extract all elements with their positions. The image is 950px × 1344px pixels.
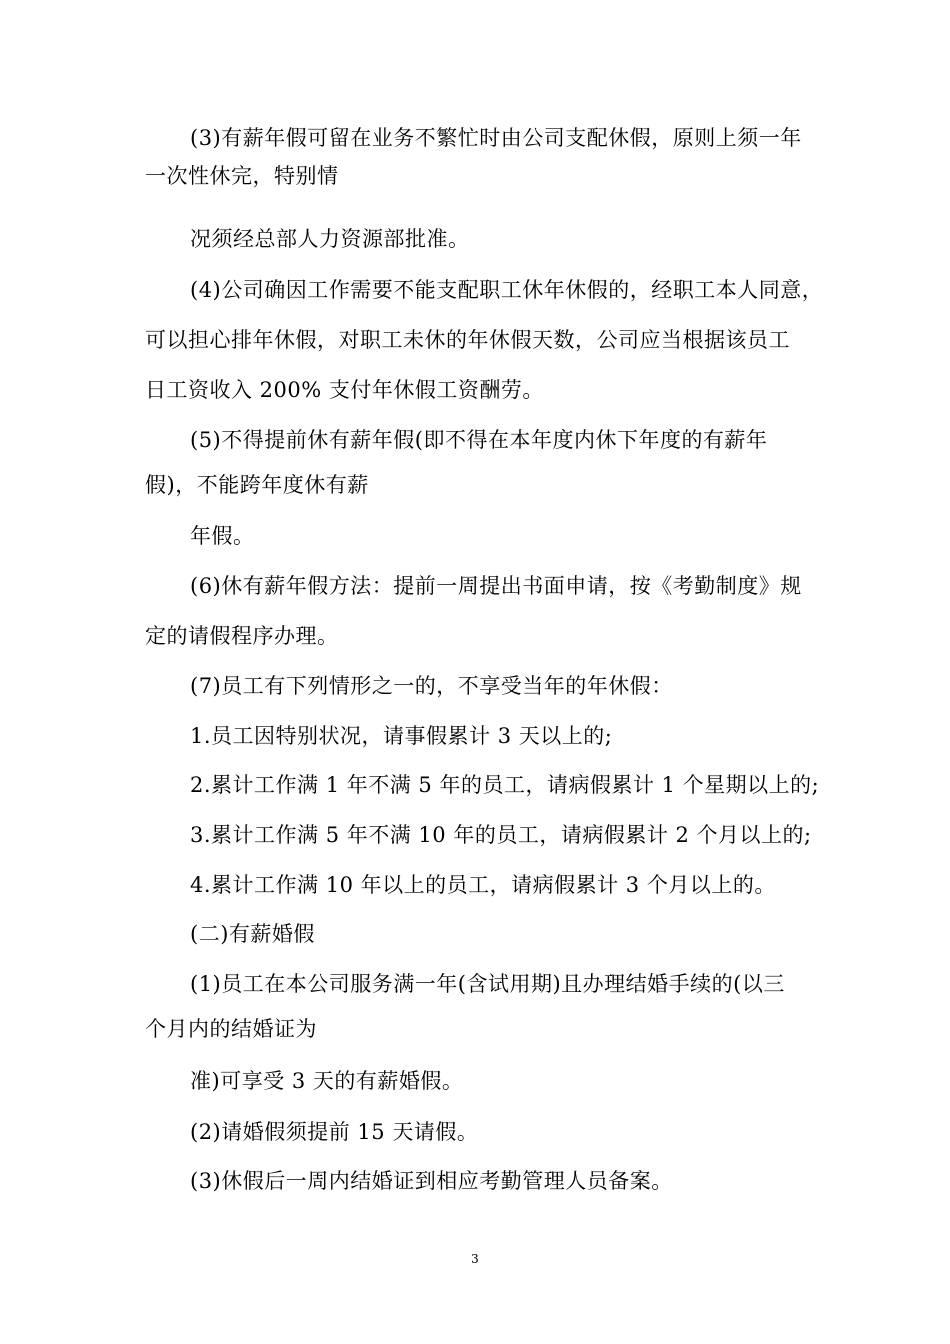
paragraph-line: (3)休假后一周内结婚证到相应考勤管理人员备案。 bbox=[190, 1169, 673, 1193]
paragraph-line: 假)，不能跨年度休有薪 bbox=[145, 473, 369, 497]
paragraph-line: 一次性休完，特别情 bbox=[145, 164, 339, 188]
paragraph-line: (4)公司确因工作需要不能支配职工休年休假的，经职工本人同意， bbox=[190, 278, 824, 302]
paragraph-line: 准)可享受 3 天的有薪婚假。 bbox=[190, 1069, 464, 1093]
paragraph-line: (5)不得提前休有薪年假(即不得在本年度内休下年度的有薪年 bbox=[190, 428, 768, 452]
paragraph-line: 可以担心排年休假，对职工未休的年休假天数，公司应当根据该员工 bbox=[145, 328, 790, 352]
paragraph-line: 年假。 bbox=[190, 524, 255, 548]
paragraph-line: (6)休有薪年假方法：提前一周提出书面申请，按《考勤制度》规 bbox=[190, 574, 802, 598]
page-number: 3 bbox=[471, 1252, 479, 1266]
paragraph-line: 日工资收入 200% 支付年休假工资酬劳。 bbox=[145, 378, 544, 402]
section-heading: (二)有薪婚假 bbox=[190, 922, 315, 946]
paragraph-line: (7)员工有下列情形之一的，不享受当年的年休假： bbox=[190, 674, 673, 698]
paragraph-line: (1)员工在本公司服务满一年(含试用期)且办理结婚手续的(以三 bbox=[190, 972, 785, 996]
paragraph-line: (2)请婚假须提前 15 天请假。 bbox=[190, 1120, 479, 1144]
list-item: 1.员工因特别状况，请事假累计 3 天以上的; bbox=[190, 724, 613, 748]
paragraph-line: 定的请假程序办理。 bbox=[145, 624, 339, 648]
list-item: 2.累计工作满 1 年不满 5 年的员工，请病假累计 1 个星期以上的; bbox=[190, 773, 820, 797]
list-item: 4.累计工作满 10 年以上的员工，请病假累计 3 个月以上的。 bbox=[190, 873, 776, 897]
paragraph-line: 况须经总部人力资源部批准。 bbox=[190, 227, 470, 251]
paragraph-line: (3)有薪年假可留在业务不繁忙时由公司支配休假，原则上须一年 bbox=[190, 126, 802, 150]
list-item: 3.累计工作满 5 年不满 10 年的员工，请病假累计 2 个月以上的; bbox=[190, 823, 812, 847]
paragraph-line: 个月内的结婚证为 bbox=[145, 1017, 317, 1041]
